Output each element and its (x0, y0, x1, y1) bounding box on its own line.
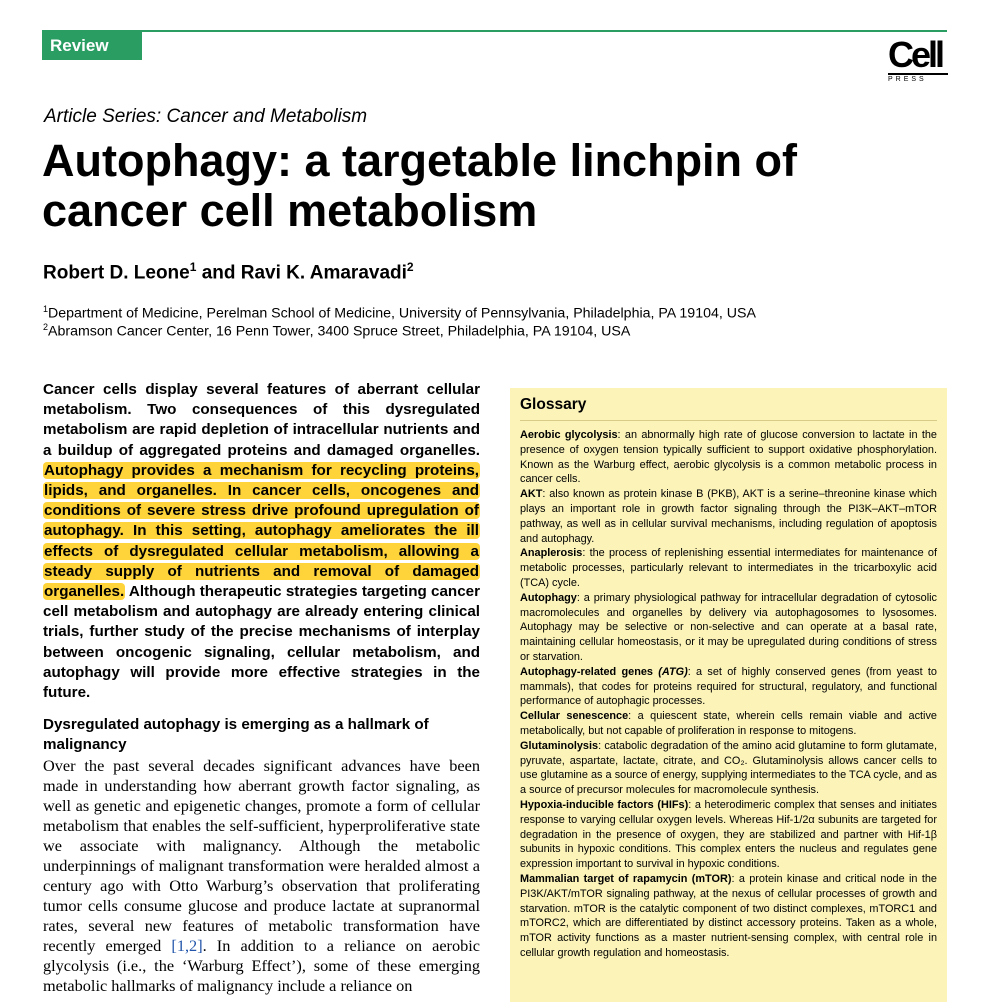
glossary-entry (520, 546, 937, 590)
body-paragraph (43, 756, 480, 1002)
author-name[interactable]: Robert D. Leone (43, 262, 190, 284)
section-heading: Dysregulated autophagy is emerging as a hallmark of malignancy (43, 716, 429, 753)
glossary-entry (520, 739, 937, 798)
glossary-term: Hypoxia-inducible factors (HIFs) (520, 798, 689, 811)
title-line-1: Autophagy: a targetable linchpin of (42, 135, 798, 186)
glossary-definition: : the process of replenishing essential intermediates for maintenance of metabolic processes, particularly relevant to intermediates in the tricarboxylic acid (TCA) cycle. (520, 547, 937, 589)
glossary-term: Autophagy (520, 591, 577, 604)
glossary-definition: : an abnormally high rate of glucose conversion to lactate in the presence of oxygen tension typically sufficient to support oxidative phosphorylation. Known as the Warburg effect, aerobic glycolysis is a common metabolic process in cancer cells. (520, 429, 937, 486)
glossary-term: Mammalian target of rapamycin (mTOR) (520, 872, 732, 885)
article-series: Article Series: Cancer and Metabolism (44, 106, 368, 127)
glossary-term: Anaplerosis (520, 547, 583, 560)
glossary-term: AKT (520, 488, 543, 501)
header-rule (42, 30, 947, 32)
glossary-entry (520, 665, 937, 709)
title-line-2: cancer cell metabolism (42, 185, 538, 236)
affiliation (43, 318, 630, 341)
glossary-term: Autophagy-related genes (520, 665, 653, 678)
glossary-term-suffix: (ATG) (652, 665, 688, 678)
logo-press: PRESS (888, 73, 948, 83)
glossary-entry (520, 872, 937, 961)
affiliation-number: 1 (43, 304, 49, 314)
abstract-text: Although therapeutic strategies targeting cancer cell metabolism and autophagy are already entering clinical trials, further study of the precise mechanisms of interplay between oncogenic signaling, cellular metabolism, and autophagy will provide more effective strategies in the future. (43, 583, 480, 702)
body-text: Over the past several decades significant advances have been made in understanding how aberrant growth factor signaling, as well as genetic and epigenetic changes, promote a form of cellular metabolism that enables the self-sufficient, hyperproliferative state we associate with malignancy. Although the metabolic underpinnings of malignant transformation were heralded almost a century ago with Otto Warburg’s observation that proliferating tumor cells consume glucose and produce lactate at supranormal rates, several new features of metabolic transformation have recently emerged (43, 756, 480, 955)
abstract (43, 380, 480, 703)
glossary-definition: : catabolic degradation of the amino acid glutamine to form glutamate, pyruvate, aspartate, lactate, citrate, and CO₂. Glutaminolysis allows cancer cells to use glutamine as a source of energy, supplying intermediates to the TCA cycle, and as a source of precursor molecules for macromolecule synthesis. (520, 739, 937, 797)
glossary-term: Glutaminolysis (520, 739, 599, 752)
glossary-definition: : a heterodimeric complex that senses and initiates response to varying cellular oxygen levels. Whereas Hif-1/2α subunits are targeted for degradation in the presence of oxygen, they are stabilized and partner with Hif-1β subunits in hypoxic conditions. This complex enters the nucleus and regulates gene expression important to survival in hypoxic conditions. (520, 798, 937, 871)
affiliation-number: 2 (43, 322, 49, 332)
glossary-list (520, 428, 937, 961)
glossary-definition: : a set of highly conserved genes (from yeast to mammals), that codes for proteins required for structural, regulatory, and functional performance of autophagic processes. (520, 665, 937, 708)
affiliation-text: Department of Medicine, Perelman School of Medicine, University of Pennsylvania, Philadelphia, PA 19104, USA (48, 305, 756, 322)
glossary-entry (520, 428, 937, 487)
glossary-term: Cellular senescence (520, 710, 629, 723)
author-joiner: and (201, 262, 236, 284)
author-affiliation-mark: 1 (189, 260, 197, 274)
glossary-entry (520, 798, 937, 872)
glossary-title: Glossary (520, 396, 937, 421)
review-tag: Review (42, 32, 142, 60)
glossary-definition: : a primary physiological pathway for intracellular degradation of cytosolic macromolecules and organelles by delivery via autophagosomes to lysosomes. Autophagy may be selective or non-selective and can operate at a basal rate, maintaining cellular homeostasis, or it may be upregulated during conditions of stress or starvation. (520, 591, 937, 663)
abstract-highlight[interactable]: Autophagy provides a mechanism for recycling proteins, lipids, and organelles. In cancer cells, oncogenes and conditions of severe stress drive profound upregulation of autophagy. In this setting, autophagy ameliorates the ill effects of dysregulated cellular metabolism, allowing a steady supply of nutrients and removal of damaged organelles. (44, 461, 479, 601)
affiliation-text: Abramson Cancer Center, 16 Penn Tower, 3400 Spruce Street, Philadelphia, PA 19104, USA (48, 323, 631, 340)
glossary-term: Aerobic glycolysis (520, 429, 618, 441)
glossary-entry (520, 709, 937, 739)
author-list (43, 260, 414, 284)
logo-wordmark: Cell (888, 34, 943, 75)
glossary-definition: : a quiescent state, wherein cells remain viable and active metabolically, but not capable of proliferation in response to mitogens. (520, 710, 937, 737)
glossary-box (510, 388, 947, 1002)
glossary-entry (520, 591, 937, 665)
abstract-text: Cancer cells display several features of aberrant cellular metabolism. Two consequences of this dysregulated metabolism are rapid depletion of intracellular nutrients and a buildup of aggregated proteins and damaged organelles. (43, 381, 480, 459)
citation-link[interactable]: [1,2] (171, 936, 203, 955)
glossary-definition: : a protein kinase and critical node in the PI3K/AKT/mTOR signaling pathway, at the nexus of cellular processes of growth and starvation. mTOR is the catalytic component of two distinct complexes, mTORC1 and mTORC2, which are differentiated by distinct accessory proteins. Taken as a whole, mTOR activity functions as a master nutrient-sensing complex, with central role in cellular growth regulation and homeostasis. (520, 872, 937, 959)
cell-press-logo[interactable] (888, 34, 948, 83)
author-affiliation-mark: 2 (406, 260, 414, 274)
article-title (42, 136, 922, 236)
author-name[interactable]: Ravi K. Amaravadi (240, 262, 407, 284)
body-text: . In addition to a reliance on aerobic glycolysis (i.e., the ‘Warburg Effect’), some of these emerging metabolic hallmarks of malignancy include a reliance on (43, 936, 480, 995)
glossary-entry (520, 487, 937, 546)
glossary-definition: : also known as protein kinase B (PKB), AKT is a serine–threonine kinase which plays an important role in growth factor signaling through the PI3K–AKT–mTOR pathway, as well as in cellular survival mechanisms, including regulation of apoptosis and autophagy. (520, 488, 937, 545)
